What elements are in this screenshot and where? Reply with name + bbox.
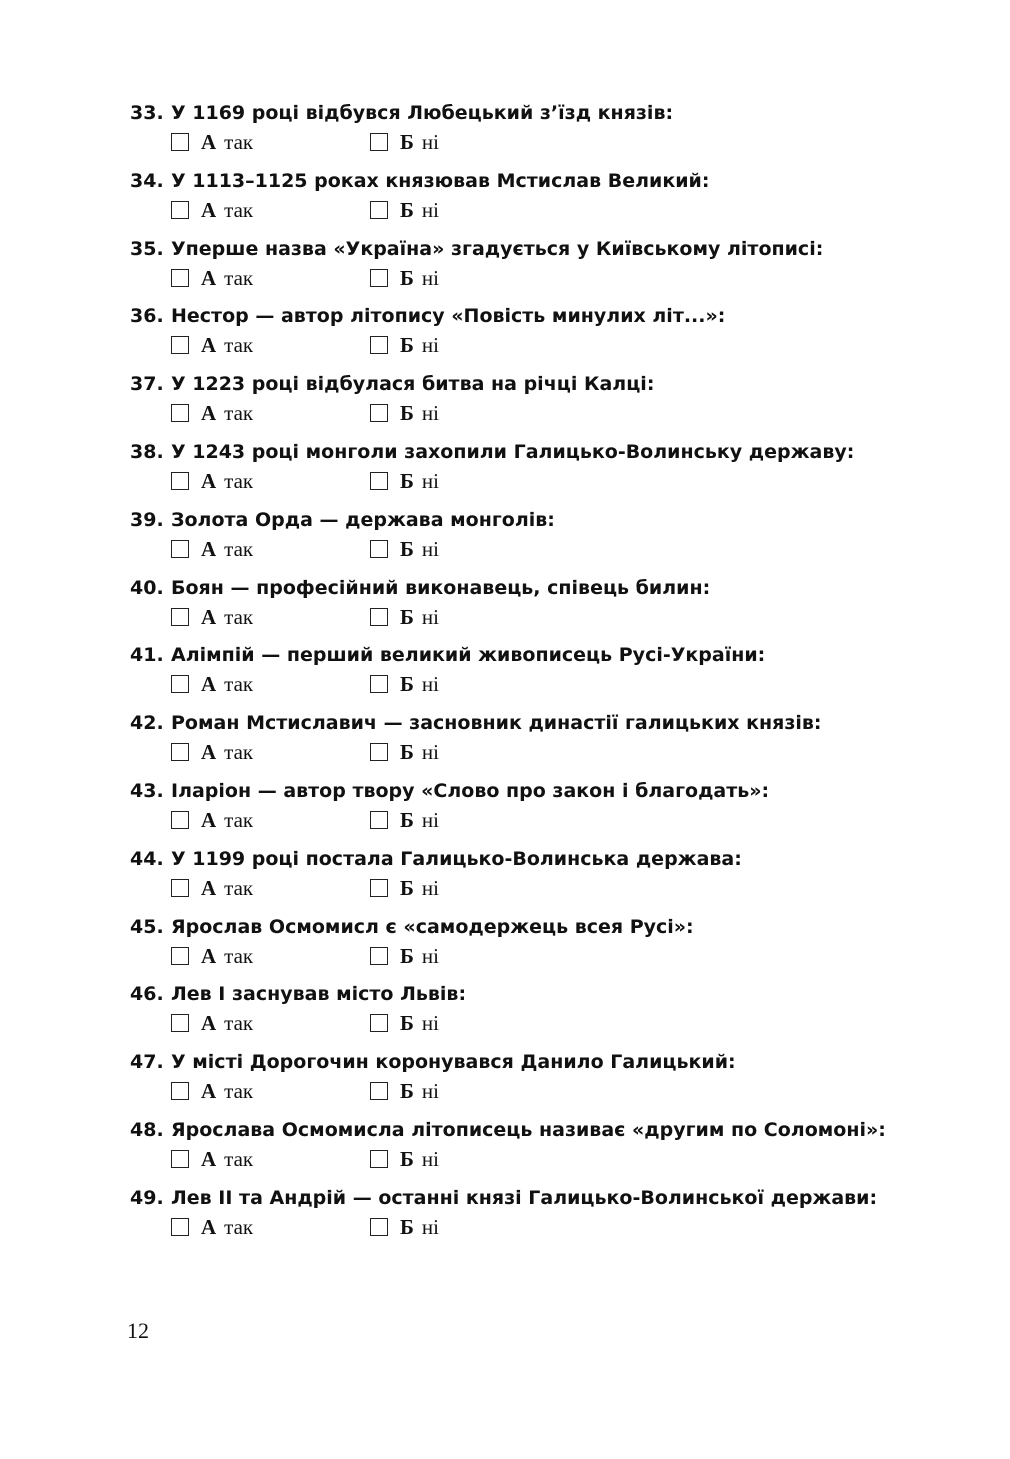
option-letter: А <box>201 468 217 493</box>
question-text: Боян — професійний виконавець, співець билин: <box>171 576 711 599</box>
question-text: Роман Мстиславич — засновник династії галицьких князів: <box>171 712 822 735</box>
answer-option-no[interactable] <box>370 876 439 900</box>
option-letter: Б <box>400 333 414 358</box>
option-letter: Б <box>400 401 414 426</box>
answer-option-yes[interactable] <box>171 944 253 968</box>
checkbox-icon[interactable] <box>370 133 388 151</box>
option-letter: А <box>201 1146 217 1171</box>
option-label: так <box>224 1011 254 1036</box>
option-letter: А <box>201 1079 217 1104</box>
question-line <box>130 640 765 670</box>
question-line <box>130 708 822 738</box>
question-line <box>130 1115 886 1145</box>
option-letter: А <box>201 1214 217 1239</box>
option-label: так <box>224 875 254 900</box>
question-number: 43. <box>130 779 164 802</box>
option-letter: А <box>201 197 217 222</box>
option-letter: Б <box>400 130 414 154</box>
option-label: ні <box>421 130 439 154</box>
option-label: так <box>224 604 254 629</box>
option-label: ні <box>421 1079 439 1104</box>
option-label: ні <box>421 468 439 493</box>
option-label: так <box>224 401 254 426</box>
question-line <box>130 912 694 942</box>
answer-option-yes[interactable] <box>171 672 253 696</box>
option-letter: А <box>201 536 217 561</box>
option-label: так <box>224 468 254 493</box>
question-number: 33. <box>130 102 164 124</box>
checkbox-icon[interactable] <box>370 269 388 287</box>
checkbox-icon[interactable] <box>370 336 388 354</box>
answer-option-no[interactable] <box>370 198 439 222</box>
option-label: ні <box>421 1011 439 1036</box>
question-number: 46. <box>130 983 164 1006</box>
question-text: У місті Дорогочин коронувався Данило Галицький: <box>171 1051 736 1074</box>
answer-option-yes[interactable] <box>171 333 253 357</box>
question-number: 45. <box>130 915 164 938</box>
question-text: Золота Орда — держава монголів: <box>171 508 555 531</box>
option-letter: Б <box>400 875 414 900</box>
checkbox-icon[interactable] <box>370 540 388 558</box>
answer-option-yes[interactable] <box>171 605 253 629</box>
checkbox-icon[interactable] <box>171 201 189 219</box>
question-line <box>130 1047 736 1077</box>
option-label: так <box>224 197 254 222</box>
option-letter: А <box>201 875 217 900</box>
question-line <box>130 1183 877 1213</box>
checkbox-icon[interactable] <box>171 947 189 965</box>
question-item <box>0 437 1010 505</box>
question-text: Ярослава Осмомисла літописець називає «другим по Соломоні»: <box>171 1118 886 1141</box>
question-item <box>0 1047 1010 1115</box>
option-letter: Б <box>400 1079 414 1104</box>
checkbox-icon[interactable] <box>171 336 189 354</box>
option-letter: А <box>201 265 217 290</box>
question-number: 34. <box>130 169 164 192</box>
question-text: У 1113–1125 роках князював Мстислав Великий: <box>171 169 710 192</box>
option-label: ні <box>421 401 439 426</box>
option-letter: Б <box>400 1146 414 1171</box>
answer-option-no[interactable] <box>370 537 439 561</box>
checkbox-icon[interactable] <box>370 608 388 626</box>
option-letter: А <box>201 807 217 832</box>
question-line <box>130 437 854 467</box>
option-letter: Б <box>400 265 414 290</box>
question-number: 37. <box>130 373 164 396</box>
question-number: 40. <box>130 576 164 599</box>
option-label: так <box>224 1146 254 1171</box>
question-text: У 1243 році монголи захопили Галицько-Волинську державу: <box>171 440 855 463</box>
question-item <box>0 234 1010 302</box>
question-item <box>0 505 1010 573</box>
option-label: так <box>224 943 254 968</box>
option-letter: Б <box>400 536 414 561</box>
answer-option-yes[interactable] <box>171 740 253 764</box>
question-line <box>130 573 710 603</box>
question-line <box>130 776 769 806</box>
answer-option-yes[interactable] <box>171 1011 253 1035</box>
option-letter: А <box>201 333 217 358</box>
question-number: 47. <box>130 1051 164 1074</box>
answer-option-no[interactable] <box>370 401 439 425</box>
answer-option-yes[interactable] <box>171 1215 253 1239</box>
checkbox-icon[interactable] <box>370 1082 388 1100</box>
option-label: ні <box>421 265 439 290</box>
answer-option-yes[interactable] <box>171 808 253 832</box>
checkbox-icon[interactable] <box>171 1014 189 1032</box>
question-text: Лев ІІ та Андрій — останні князі Галицько-Волинської держави: <box>171 1186 878 1209</box>
answer-option-no[interactable] <box>370 1011 439 1035</box>
option-letter: А <box>201 604 217 629</box>
option-label: так <box>224 1079 254 1104</box>
question-number: 39. <box>130 508 164 531</box>
checkbox-icon[interactable] <box>171 879 189 897</box>
question-item <box>0 1115 1010 1183</box>
answer-option-yes[interactable] <box>171 876 253 900</box>
question-text: Нестор — автор літопису «Повість минулих літ...»: <box>171 305 726 328</box>
question-item <box>0 98 1010 166</box>
checkbox-icon[interactable] <box>370 472 388 490</box>
question-item <box>0 369 1010 437</box>
question-line <box>130 369 654 399</box>
answer-option-yes[interactable] <box>171 198 253 222</box>
option-label: ні <box>421 536 439 561</box>
question-line <box>130 301 725 331</box>
question-text: У 1223 році відбулася битва на річці Калці: <box>171 373 655 396</box>
option-label: ні <box>421 604 439 629</box>
option-label: ні <box>421 807 439 832</box>
checkbox-icon[interactable] <box>370 1014 388 1032</box>
answer-option-no[interactable] <box>370 605 439 629</box>
question-text: Лев І заснував місто Львів: <box>171 983 467 1006</box>
question-text: Іларіон — автор твору «Слово про закон і благодать»: <box>171 779 770 802</box>
checkbox-icon[interactable] <box>171 133 189 151</box>
answer-option-no[interactable] <box>370 266 439 290</box>
option-label: ні <box>421 1146 439 1171</box>
question-number: 41. <box>130 644 164 667</box>
checkbox-icon[interactable] <box>171 675 189 693</box>
answer-option-yes[interactable] <box>171 1079 253 1103</box>
question-number: 38. <box>130 440 164 463</box>
answer-option-yes[interactable] <box>171 537 253 561</box>
option-letter: А <box>201 672 217 697</box>
checkbox-icon[interactable] <box>370 743 388 761</box>
question-line <box>130 979 466 1009</box>
question-number: 42. <box>130 712 164 735</box>
question-number: 35. <box>130 237 164 260</box>
question-item <box>0 776 1010 844</box>
option-label: так <box>224 333 254 358</box>
question-number: 49. <box>130 1186 164 1209</box>
answer-option-no[interactable] <box>370 740 439 764</box>
option-label: так <box>224 740 254 765</box>
answer-option-no[interactable] <box>370 944 439 968</box>
answer-option-no[interactable] <box>370 808 439 832</box>
answer-option-yes[interactable] <box>171 1147 253 1171</box>
question-line <box>130 505 555 535</box>
question-item <box>0 301 1010 369</box>
answer-option-no[interactable] <box>370 1147 439 1171</box>
answer-option-no[interactable] <box>370 469 439 493</box>
question-item <box>0 708 1010 776</box>
answer-option-no[interactable] <box>370 1215 439 1239</box>
question-item <box>0 640 1010 708</box>
checkbox-icon[interactable] <box>171 1218 189 1236</box>
option-label: так <box>224 130 254 154</box>
question-list <box>0 98 1010 1251</box>
checkbox-icon[interactable] <box>370 879 388 897</box>
option-letter: Б <box>400 740 414 765</box>
checkbox-icon[interactable] <box>171 1150 189 1168</box>
question-item <box>0 1183 1010 1251</box>
checkbox-icon[interactable] <box>171 811 189 829</box>
checkbox-icon[interactable] <box>370 404 388 422</box>
option-letter: А <box>201 740 217 765</box>
answer-option-yes[interactable] <box>171 401 253 425</box>
option-label: так <box>224 265 254 290</box>
checkbox-icon[interactable] <box>171 269 189 287</box>
checkbox-icon[interactable] <box>370 675 388 693</box>
option-label: ні <box>421 1214 439 1239</box>
option-label: так <box>224 807 254 832</box>
option-letter: А <box>201 130 217 154</box>
option-letter: Б <box>400 1214 414 1239</box>
option-label: ні <box>421 740 439 765</box>
answer-option-no[interactable] <box>370 1079 439 1103</box>
option-label: ні <box>421 875 439 900</box>
option-label: так <box>224 672 254 697</box>
answer-option-yes[interactable] <box>171 266 253 290</box>
answer-option-no[interactable] <box>370 672 439 696</box>
question-text: Алімпій — перший великий живописець Русі-України: <box>171 644 766 667</box>
question-number: 48. <box>130 1118 164 1141</box>
option-label: ні <box>421 333 439 358</box>
option-label: так <box>224 536 254 561</box>
option-letter: А <box>201 1011 217 1036</box>
question-line <box>130 166 709 196</box>
option-letter: Б <box>400 468 414 493</box>
checkbox-icon[interactable] <box>171 540 189 558</box>
option-letter: Б <box>400 1011 414 1036</box>
checkbox-icon[interactable] <box>171 608 189 626</box>
answer-option-yes[interactable] <box>171 130 253 154</box>
checkbox-icon[interactable] <box>171 472 189 490</box>
question-item <box>0 573 1010 641</box>
option-letter: Б <box>400 197 414 222</box>
checkbox-icon[interactable] <box>171 743 189 761</box>
option-letter: Б <box>400 943 414 968</box>
question-text: Уперше назва «Україна» згадується у Київському літописі: <box>171 237 824 260</box>
question-number: 44. <box>130 847 164 870</box>
checkbox-icon[interactable] <box>171 1082 189 1100</box>
question-item <box>0 912 1010 980</box>
question-text: Ярослав Осмомисл є «самодержець всея Русі»: <box>171 915 694 938</box>
answer-option-no[interactable] <box>370 130 439 154</box>
option-label: ні <box>421 943 439 968</box>
question-item <box>0 166 1010 234</box>
question-line <box>130 98 673 128</box>
option-letter: А <box>201 401 217 426</box>
question-line <box>130 844 742 874</box>
checkbox-icon[interactable] <box>171 404 189 422</box>
option-letter: Б <box>400 604 414 629</box>
option-label: так <box>224 1214 254 1239</box>
answer-option-yes[interactable] <box>171 469 253 493</box>
option-label: ні <box>421 672 439 697</box>
checkbox-icon[interactable] <box>370 811 388 829</box>
question-item <box>0 979 1010 1047</box>
answer-option-no[interactable] <box>370 333 439 357</box>
page-number: 12 <box>127 1318 149 1343</box>
option-letter: А <box>201 943 217 968</box>
option-letter: Б <box>400 672 414 697</box>
question-line <box>130 234 823 264</box>
option-letter: Б <box>400 807 414 832</box>
question-item <box>0 844 1010 912</box>
checkbox-icon[interactable] <box>370 201 388 219</box>
checkbox-icon[interactable] <box>370 1150 388 1168</box>
question-text: У 1169 році відбувся Любецький з’їзд князів: <box>171 102 674 124</box>
checkbox-icon[interactable] <box>370 1218 388 1236</box>
question-text: У 1199 році постала Галицько-Волинська держава: <box>171 847 742 870</box>
checkbox-icon[interactable] <box>370 947 388 965</box>
option-label: ні <box>421 197 439 222</box>
question-number: 36. <box>130 305 164 328</box>
